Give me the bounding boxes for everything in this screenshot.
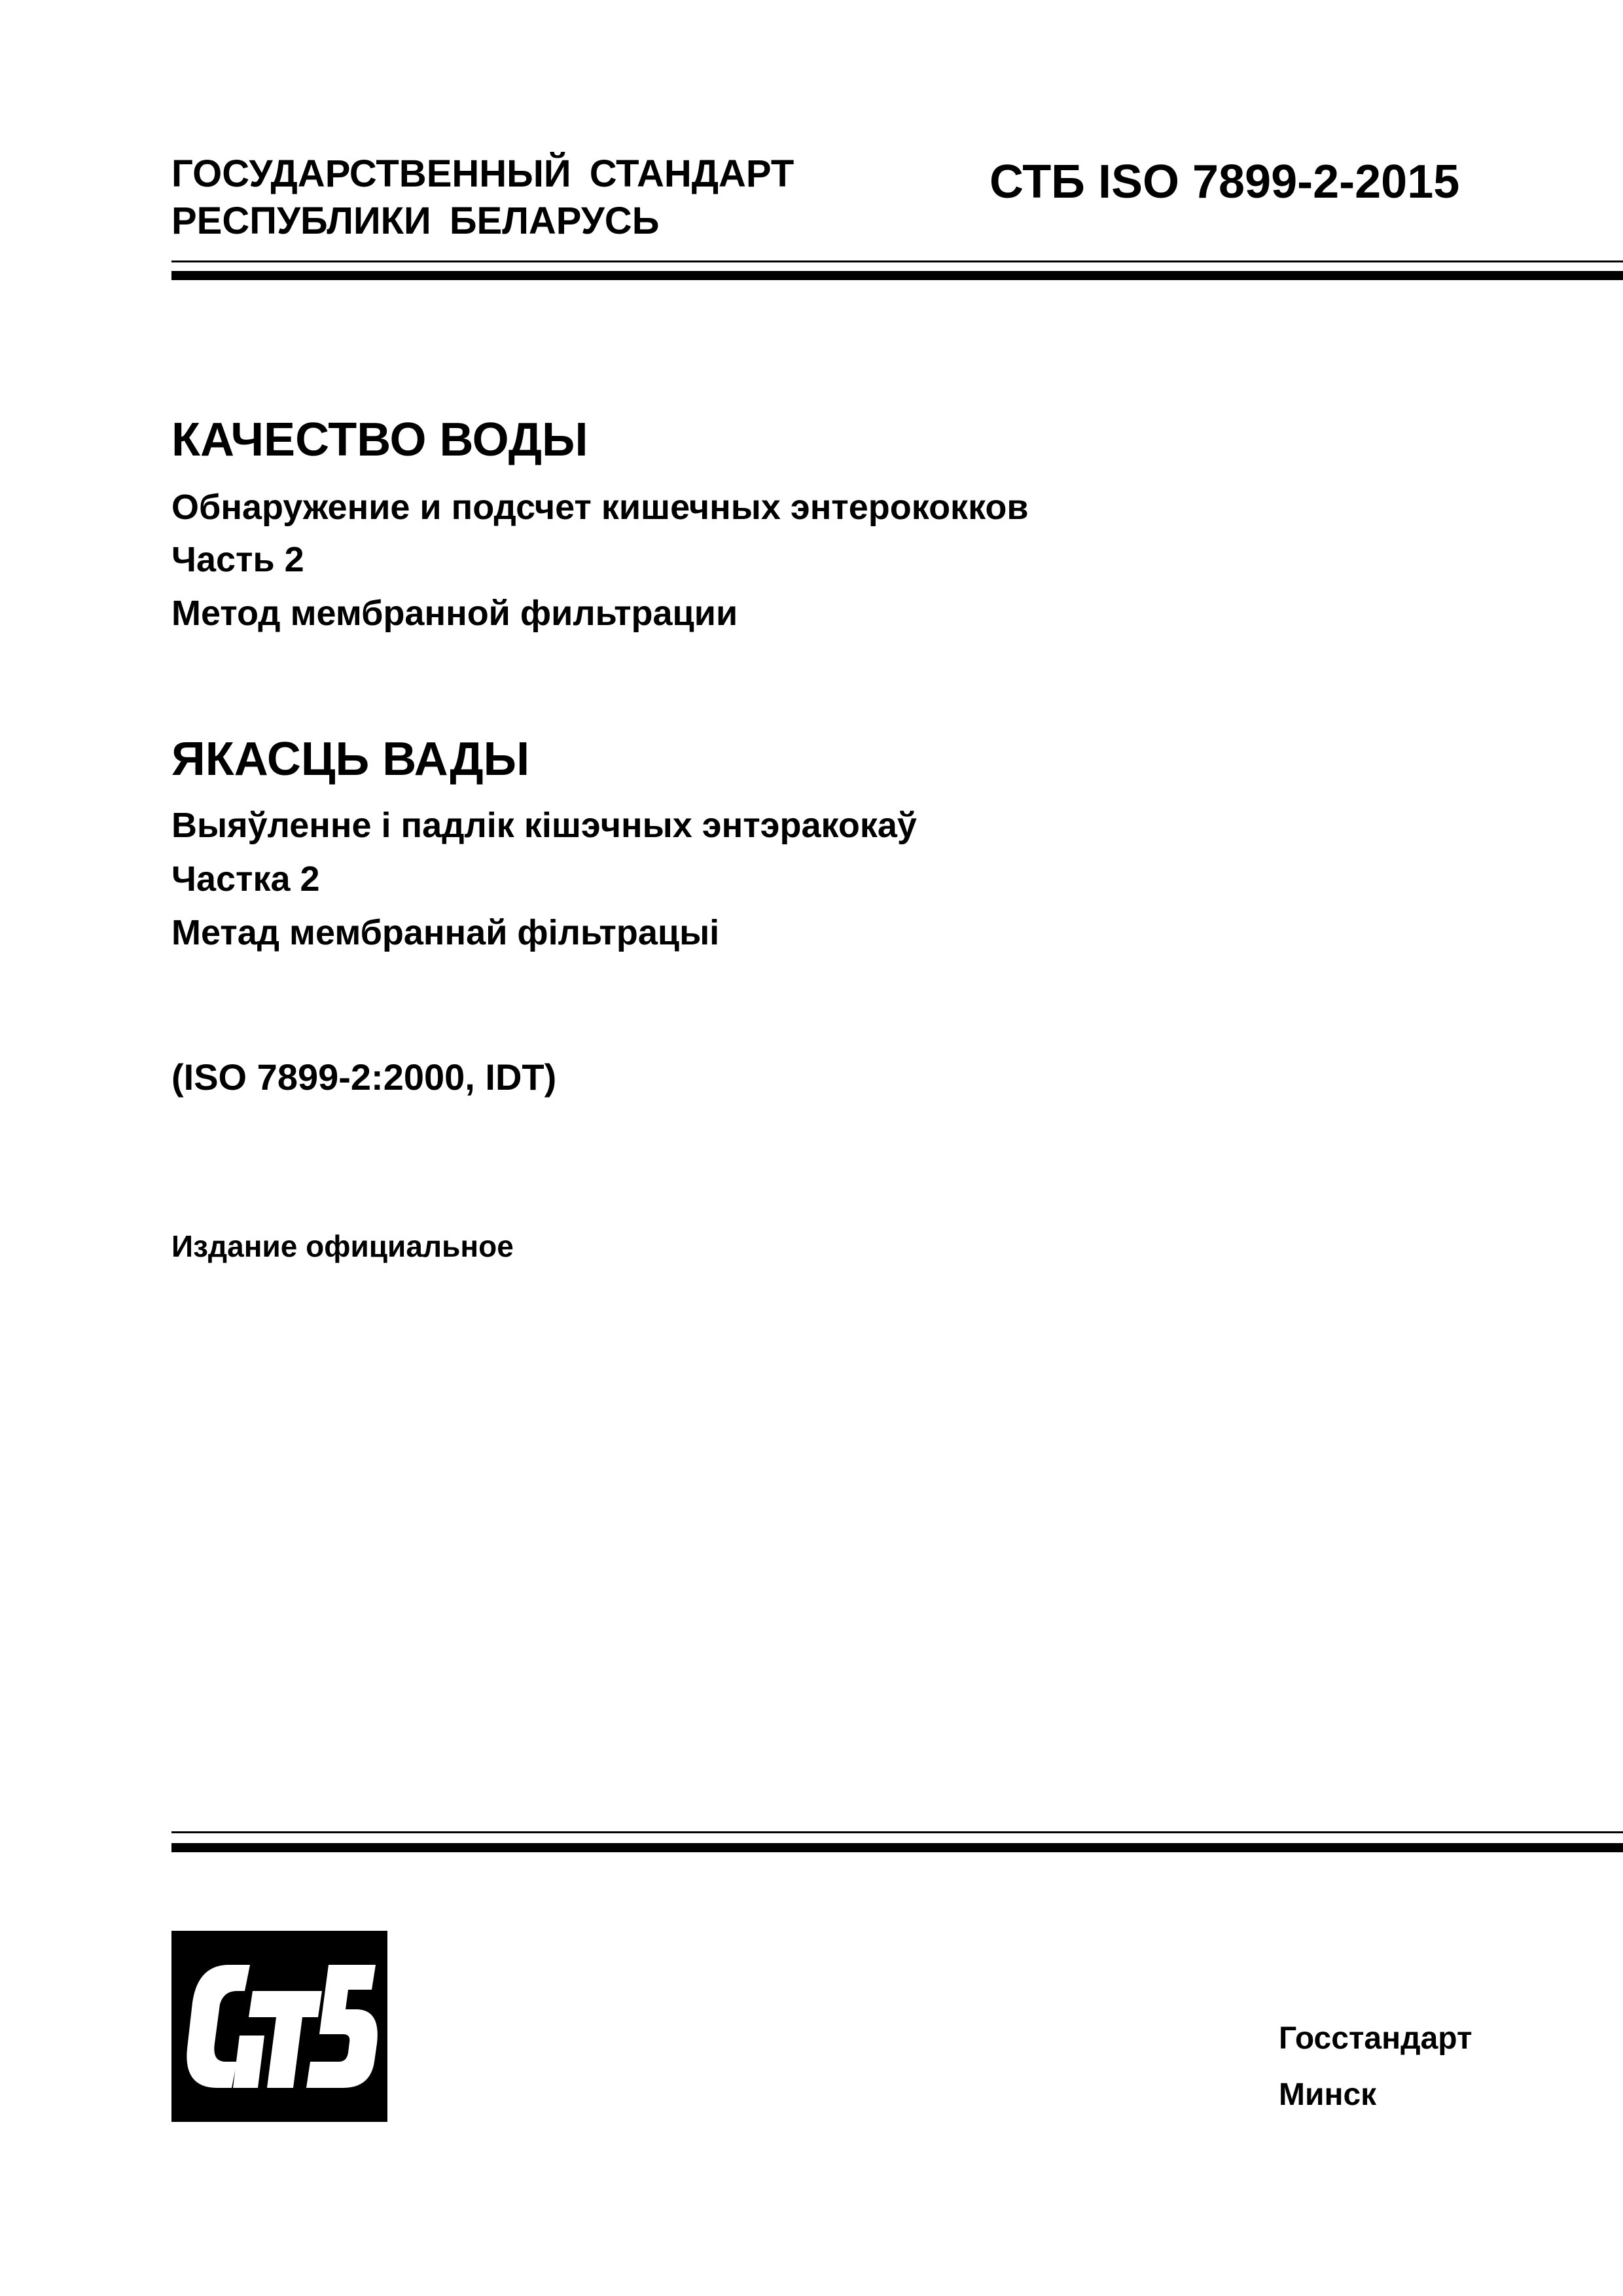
title-by-subtitle: Выяўленне і падлік кішэчных энтэракокаў	[171, 806, 917, 845]
title-ru-subtitle: Обнаружение и подсчет кишечных энтерококков	[171, 488, 1029, 527]
authority-line-2: РЕСПУБЛИКИ БЕЛАРУСЬ	[171, 200, 660, 242]
title-by-main: ЯКАСЦЬ ВАДЫ	[171, 733, 530, 785]
standard-code: СТБ ISO 7899-2-2015	[990, 156, 1460, 208]
footer-rule-thin	[171, 1831, 1623, 1833]
title-by-part: Частка 2	[171, 859, 320, 899]
title-by-method: Метад мембраннай фільтрацыі	[171, 913, 720, 952]
iso-reference: (ISO 7899-2:2000, IDT)	[171, 1056, 557, 1098]
stb-logo-icon	[171, 1931, 387, 2122]
title-ru-main: КАЧЕСТВО ВОДЫ	[171, 414, 588, 466]
publisher-name: Госстандарт	[1279, 2021, 1472, 2056]
publisher-city: Минск	[1279, 2077, 1377, 2112]
issuing-authority	[171, 151, 794, 245]
header-rule-thin	[171, 260, 1623, 262]
title-ru-method: Метод мембранной фильтрации	[171, 594, 738, 633]
footer-rule-thick	[171, 1843, 1623, 1852]
authority-line-1: ГОСУДАРСТВЕННЫЙ СТАНДАРТ	[171, 152, 794, 195]
title-ru-part: Часть 2	[171, 540, 304, 579]
header-rule-thick	[171, 271, 1623, 280]
edition-note: Издание официальное	[171, 1229, 514, 1263]
